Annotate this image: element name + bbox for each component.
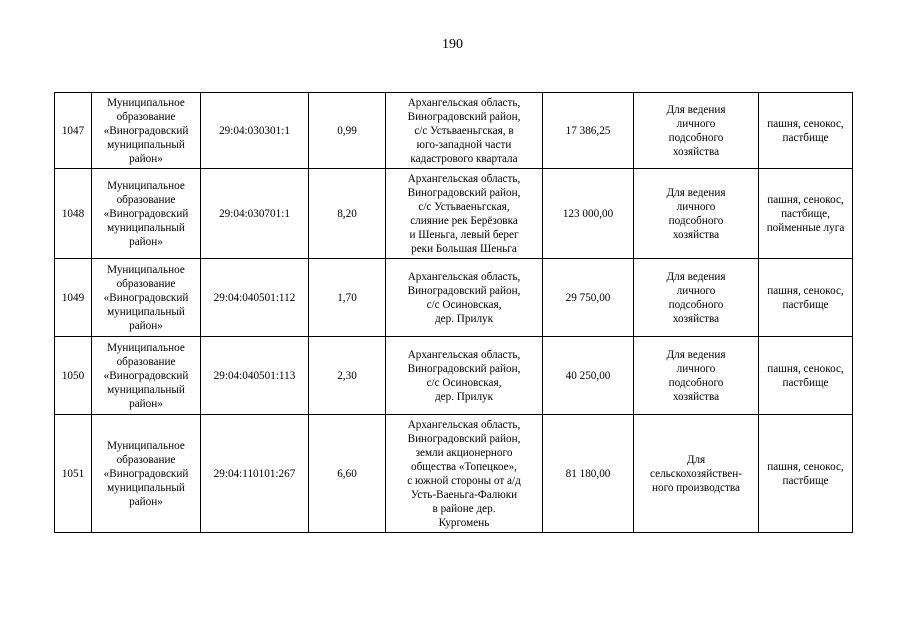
cadastral-number-cell: 29:04:110101:267 — [201, 415, 309, 533]
cadastral-number-cell: 29:04:040501:112 — [201, 259, 309, 337]
owner-cell: Муниципальное образование «Виноградовский муниципальный район» — [92, 415, 201, 533]
location-cell: Архангельская область, Виноградовский район, с/с Устьваеньгская, в юго-западной части кадастрового квартала — [386, 93, 543, 169]
row-number-cell: 1047 — [55, 93, 92, 169]
location-cell: Архангельская область, Виноградовский район, с/с Устьваеньгская, слияние рек Берёзовка и Шеньга, левый берег реки Большая Шеньга — [386, 169, 543, 259]
usage-cell: Для ведения личного подсобного хозяйства — [634, 169, 759, 259]
area-cell: 1,70 — [309, 259, 386, 337]
area-cell: 8,20 — [309, 169, 386, 259]
usage-cell: Для ведения личного подсобного хозяйства — [634, 93, 759, 169]
price-cell: 29 750,00 — [543, 259, 634, 337]
land-type-cell: пашня, сенокос, пастбище — [759, 415, 853, 533]
owner-cell: Муниципальное образование «Виноградовский муниципальный район» — [92, 259, 201, 337]
location-cell: Архангельская область, Виноградовский район, с/с Осиновская, дер. Прилук — [386, 337, 543, 415]
table-row — [55, 93, 853, 169]
row-number-cell: 1050 — [55, 337, 92, 415]
usage-cell: Для сельскохозяйствен- ного производства — [634, 415, 759, 533]
cadastral-number-cell: 29:04:030301:1 — [201, 93, 309, 169]
location-cell: Архангельская область, Виноградовский район, с/с Осиновская, дер. Прилук — [386, 259, 543, 337]
land-type-cell: пашня, сенокос, пастбище, пойменные луга — [759, 169, 853, 259]
table-row — [55, 337, 853, 415]
owner-cell: Муниципальное образование «Виноградовский муниципальный район» — [92, 169, 201, 259]
owner-cell: Муниципальное образование «Виноградовский муниципальный район» — [92, 93, 201, 169]
table-row — [55, 259, 853, 337]
land-plots-table — [54, 92, 853, 533]
area-cell: 0,99 — [309, 93, 386, 169]
usage-cell: Для ведения личного подсобного хозяйства — [634, 337, 759, 415]
usage-cell: Для ведения личного подсобного хозяйства — [634, 259, 759, 337]
price-cell: 17 386,25 — [543, 93, 634, 169]
location-cell: Архангельская область, Виноградовский район, земли акционерного общества «Топецкое», с южной стороны от а/д Усть-Ваеньга-Фалюки в районе дер. Кургомень — [386, 415, 543, 533]
owner-cell: Муниципальное образование «Виноградовский муниципальный район» — [92, 337, 201, 415]
land-type-cell: пашня, сенокос, пастбище — [759, 259, 853, 337]
row-number-cell: 1048 — [55, 169, 92, 259]
area-cell: 6,60 — [309, 415, 386, 533]
price-cell: 40 250,00 — [543, 337, 634, 415]
cadastral-number-cell: 29:04:040501:113 — [201, 337, 309, 415]
area-cell: 2,30 — [309, 337, 386, 415]
cadastral-number-cell: 29:04:030701:1 — [201, 169, 309, 259]
row-number-cell: 1051 — [55, 415, 92, 533]
land-type-cell: пашня, сенокос, пастбище — [759, 93, 853, 169]
row-number-cell: 1049 — [55, 259, 92, 337]
table-row — [55, 169, 853, 259]
land-type-cell: пашня, сенокос, пастбище — [759, 337, 853, 415]
price-cell: 123 000,00 — [543, 169, 634, 259]
page-number: 190 — [442, 37, 463, 52]
price-cell: 81 180,00 — [543, 415, 634, 533]
table-row — [55, 415, 853, 533]
